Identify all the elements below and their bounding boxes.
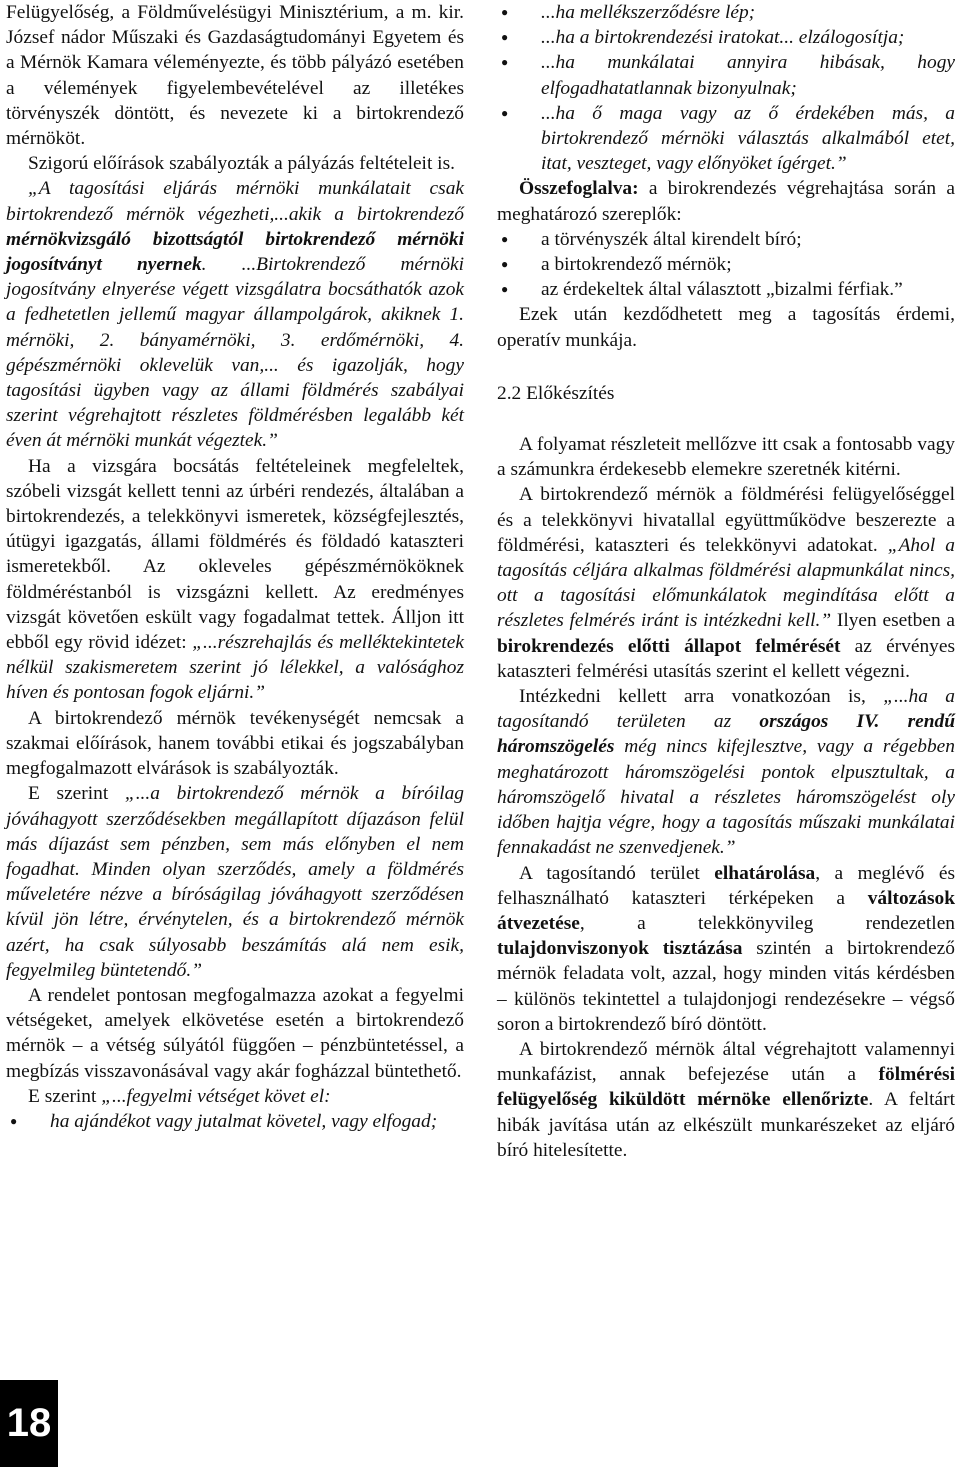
disciplinary-list-continued	[497, 0, 955, 176]
disciplinary-list	[6, 1109, 464, 1134]
paragraph-boundary: A tagosítandó terület elhatárolása, a meglévő és felhasználható kataszteri térképeken a változások átvezetése, a telekkönyvileg rendezetlen tulajdonviszonyok tisztázása szintén a birtokrendező mérnök feladata volt, azzal, hogy minden vitás kérdésben – különös tekintettel a tulajdonjogi rendezésekre – végső soron a birtokrendező bíró döntött.	[497, 862, 956, 1035]
paragraph-triangulation: Intézkedni kellett arra vonatkozóan is, „...ha a tagosítandó területen az országos IV. rendű háromszögelés még nincs kifejlesztve, vagy a régebben meghatározott háromszögelési pontok elpusztultak, a háromszögelő hivatal a részletes háromszögelést oly időben hajtja végre, hogy a tagosítás műszaki munkálatai fennakadást ne szenvedjenek.”	[497, 686, 956, 859]
paragraph-continuation: Felügyelőség, a Földművelésügyi Minisztérium, a m. kir. József nádor Műszaki és Gazdaságtudományi Egyetem és a Mérnök Kamara véleményezte, és több pályázó esetében a vélemények figyelembevételével az illetékes törvényszék döntött, és nevezete ki a birtokrendező mérnököt.	[6, 2, 464, 150]
list-item: ● ...ha ő maga vagy az ő érdekében más, a birtokrendező mérnöki választás alkalmából etet, itat, veszteget, vagy előnyöket ígérget.”	[497, 101, 955, 177]
list-item: ● ...ha mellékszerződésre lép;	[497, 0, 955, 25]
list-item: ● az érdekeltek által választott „bizalmi férfiak.”	[497, 277, 955, 302]
paragraph-fee-quote: E szerint „...a birtokrendező mérnök a bíróilag jóváhagyott szerződésekben megállapított díjazáson felül más díjazást sem pénzben, sem más előnyben el nem fogadhat. Minden olyan szerződés, amely a földmérés műveletére nézve a bíróságilag jóváhagyott szerződésen kívül jön létre, érvénytelen, és a birtokrendező mérnök azért, ha csak súlyosabb beszámítás alá nem esik, fegyelmileg büntetendő.”	[6, 783, 464, 981]
paragraph-disciplinary-lead: E szerint „...fegyelmi vétséget követ el:	[28, 1085, 331, 1107]
section-title: 2.2 Előkészítés	[497, 382, 615, 404]
paragraph-data-collection: A birtokrendező mérnök a földmérési felügyelőséggel és a telekkönyvi hivatallal együttműködve beszerezte a földmérési, kataszteri és telekkönyvi adatokat. „Ahol a tagosítás céljára alkalmas földmérési alapmunkálat nincs, ott a tagosítási előmunkálatok megindítása előtt a részletes felmérés iránt is intézkedni kell.” Ilyen esetben a birokrendezés előtti állapot felmérését az érvényes kataszteri felmérési utasítás szerint el kellett végezni.	[497, 484, 955, 682]
paragraph-ethics: A birtokrendező mérnök tevékenységét nemcsak a szakmai előírások, hanem további etikai és jogszabályban megfogalmazott elvárások is szabályozták.	[6, 707, 464, 780]
quote-tagositasi-eljaras: „A tagosítási eljárás mérnöki munkálatait csak birtokrendező mérnök végezheti,...akik a birtokrendező mérnökvizsgáló bizottságtól birtokrendező mérnöki jogosítványt nyernek. ...Birtokrendező mérnöki jogosítvány elnyerése végett vizsgálatra bocsáthatók azok a fedhetetlen jellemű magyar állampolgárok, akiknek 1. mérnöki, 2. bányamérnöki, 3. erdőmérnöki, 4. gépészmérnöki oklevelük van,... és igazolják, hogy tagosítási ügyben vagy az állami földmérés szabályai szerint végrehajtott részletes földmérésben legalább két éven át mérnöki munkát végeztek.”	[6, 178, 465, 452]
paragraph-process: A folyamat részleteit mellőzve itt csak a fontosabb vagy a számunkra érdekesebb elemekre szeretnék kitérni.	[497, 434, 955, 481]
paragraph-exam: Ha a vizsgára bocsátás feltételeinek megfeleltek, szóbeli vizsgát kellett tenni az úrbéri rendezés, általában a birtokrendezés, a telekkönyvi ismeretek, községfejlesztés, útügyi igazgatás, állami földmérés és földadó kataszteri ismeretekből. Az okleveles gépészmérnököknek földméréstanból is vizsgázni kellett. Az eredményes vizsgát követően eskült vagy fogadalmat tettek. Álljon itt ebből egy rövid idézet: „...részrehajlás és melléktekintetek nélkül szakismeretem szerint jó lélekkel, a valósághoz híven és pontosan fogok eljárni.”	[6, 455, 464, 704]
actors-list	[497, 227, 955, 303]
list-item: ● ...ha munkálatai annyira hibásak, hogy elfogadhatatlannak bizonyulnak;	[497, 50, 955, 100]
paragraph-rules: Szigorú előírások szabályozták a pályázás feltételeit is.	[28, 153, 455, 175]
list-item: ● a törvényszék által kirendelt bíró;	[497, 227, 955, 252]
list-item: ● ...ha a birtokrendezési iratokat... elzálogosítja;	[497, 25, 955, 50]
page-number: 18	[0, 1380, 58, 1467]
paragraph-operative-work: Ezek után kezdődhetett meg a tagosítás érdemi, operatív munkája.	[497, 304, 955, 351]
left-column	[6, 0, 464, 1134]
list-item: ● a birtokrendező mérnök;	[497, 252, 955, 277]
paragraph-summary: Összefoglalva: a birokrendezés végrehajtása során a meghatározó szereplők:	[497, 178, 955, 225]
list-item: ● ha ajándékot vagy jutalmat követel, vagy elfogad;	[6, 1109, 464, 1134]
paragraph-verification: A birtokrendező mérnök által végrehajtott valamennyi munkafázist, annak befejezése után a fölmérési felügyelőség kiküldött mérnöke ellenőrizte. A feltárt hibák javítása után az elkészült munkarészeket az eljáró bíró hitelesítette.	[497, 1038, 955, 1161]
paragraph-disciplinary: A rendelet pontosan megfogalmazza azokat a fegyelmi vétségeket, amelyek elkövetése esetén a birtokrendező mérnök – a vétség súlyától függően – pénzbüntetéssel, a megbízás visszavonásával vagy akár fogházzal büntethető.	[6, 984, 464, 1082]
right-column	[497, 0, 955, 1163]
